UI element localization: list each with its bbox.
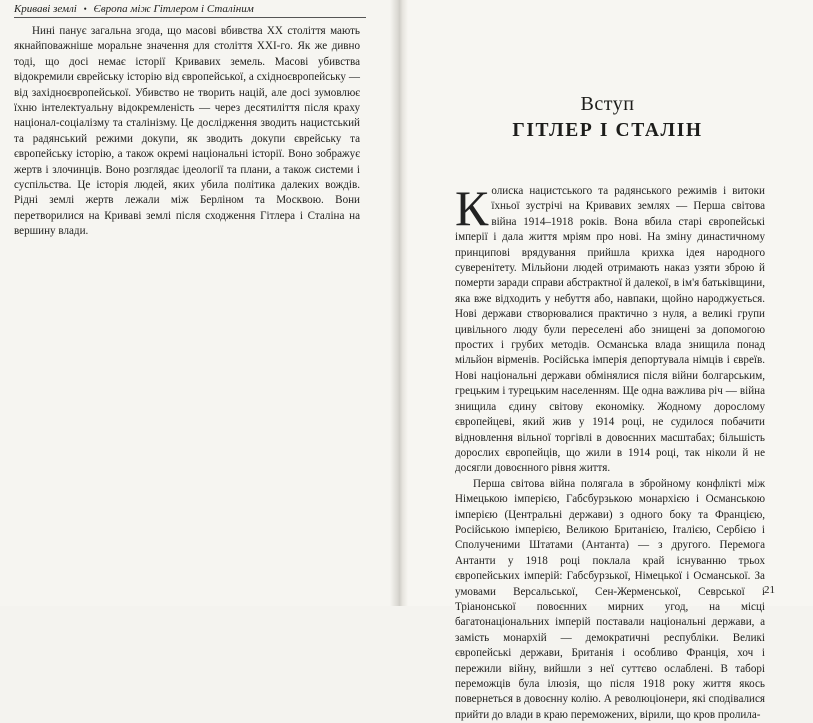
right-paragraph-1 <box>455 180 765 477</box>
left-page-text <box>14 24 360 240</box>
right-paragraph-2: Перша світова війна полягала в збройному конфлікті між Німецькою імперією, Габсбурзькою монархією і Османською імперією (Центральні держави) з одного боку та Францією, Російською імперією, Великою Британією, Італією, Сербією і Сполученими Штатами (Антанта) — з другого. Перемога Антанти у 1918 році поклала край існуванню трьох європейських імперій: Габсбурзької, Німецької і Османської. За умовами Версальської, Сен-Жерменської, Севрської і Тріанонської повоєнних мирних угод, на місці багатонаціональних імперій поставали національні держави, а замість монархій — демократичні республіки. Великі європейські держави, Британія і особливо Франція, хоч і пережили війну, вийшли з неї суттєво ослабленi. В таборі переможців була ілюзія, що після 1918 року життя якось повернеться в довоєнну колію. А революціонери, які сподівалися прийти до влади в краю переможених, вірили, що кров пролила- <box>455 477 765 721</box>
drop-cap: К <box>455 180 489 236</box>
chapter-title: ГІТЛЕР І СТАЛІН <box>512 120 703 141</box>
chapter-label: Вступ <box>580 93 635 115</box>
book-gutter <box>390 0 408 606</box>
right-paragraph-1-text: олиска нацистського та радянського режимів і витоки їхньої зустрічі на Кривавих землях — Перша світова війна 1914–1918 років. Вона вбила старі європейські імперії і дала життя мріям про нові. На зміну династичному принципові врядування прийшла крихка ідея народного суверенітету. Мільйони людей отримають наказ узяти зброю й померти заради справи абстрактної й далекої, в ім'я батьківщини, яка вже відходить у небуття або, навпаки, щойно народжується. Нові держави створювалися практично з нуля, а великі групи цивільного люду були переселені або знищені за допомогою простих і грубих методів. Османська влада знищила понад мільйон вірменів. Російська імперія депортувала німців і євреїв. Нові національні держави обмінялися після війни болгарським, грецьким і турецьким населенням. Ще одна важлива річ — війна знищила єдину світову економіку. Жодному дорослому європейцеві, який жив у 1914 році, не судилося побачити відновлення вільної торгівлі в довоєнних масштабах; більшість дорослих європейців, що жили в 1914 році, так ніколи й не досягли довоєнного рівня життя. <box>455 185 765 475</box>
running-head <box>14 2 366 18</box>
page-number: 21 <box>764 584 775 596</box>
running-head-separator: • <box>83 4 87 14</box>
left-paragraph: Нині панує загальна згода, що масові вбивства XX століття мають якнайповажніше моральне значення для століття XXI-го. Як же дивно тоді, що досі немає історії Кривавих земель. Масові убивства відокремили єврейську історію від європейської, а східноєвропейську — від західноєвропейської. Убивство не творить націй, але досі зумовлює їхню інтелектуальну відокремленість — через десятиліття після краху націонал-соціалізму та сталінізму. Це дослідження зводить нацистський та радянський режими докупи, як зводить докупи єврейську та європейську історію, а також окремі національні історії. Воно зображує жертв і злочинців. Воно розглядає ідеології та плани, а також системи і суспільства. Це історія людей, яких убила політика далеких вождів. Рідні землі жертв лежали між Берліном та Москвою. Вони перетворилися на Криваві землі після сходження Гітлера і Сталіна на вершину влади. <box>14 25 360 238</box>
right-page-text <box>455 180 765 723</box>
running-head-book-title: Криваві землі <box>14 3 77 15</box>
running-head-section-title: Європа між Гітлером і Сталіним <box>93 3 254 15</box>
